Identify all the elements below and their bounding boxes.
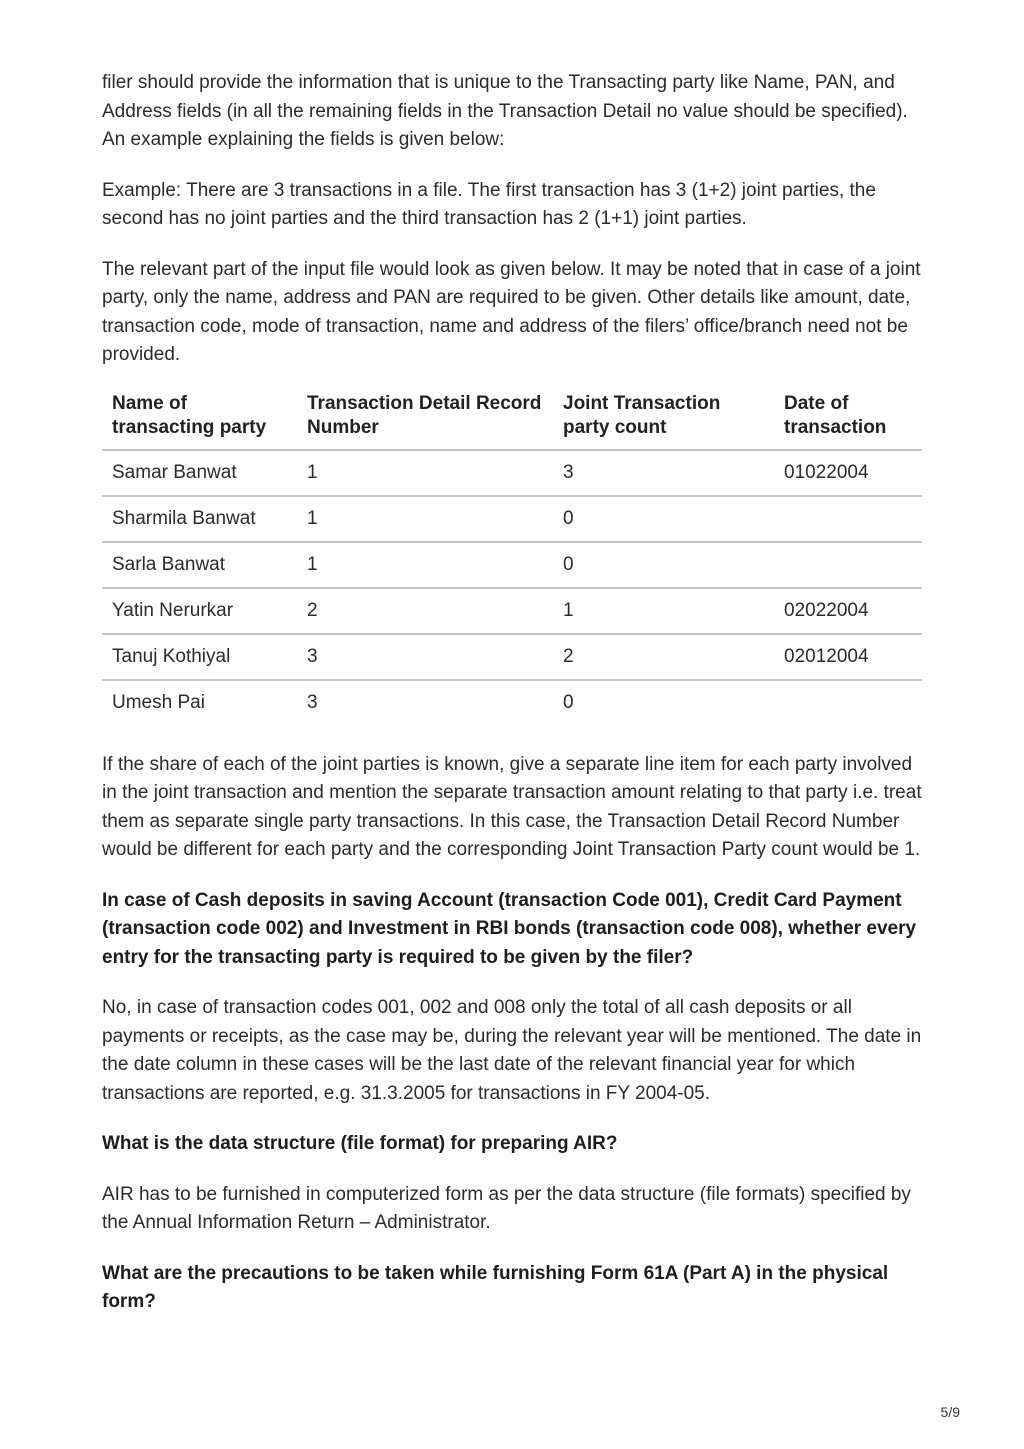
question-heading-data-structure: What is the data structure (file format) for preparing AIR? (102, 1133, 618, 1154)
paragraph-transacting-party-info: filer should provide the information that is unique to the Transacting party like Name, PAN, and Address fields (in all the remaining fields in the Transaction Detail no value should be specified). An example explaining the fields is given below: (102, 72, 908, 150)
question-heading-cash-deposits: In case of Cash deposits in saving Account (transaction Code 001), Credit Card Payment (transaction code 002) and Investment in RBI bonds (transaction code 008), whether every entry for the transacting party is required to be given by the filer? (102, 889, 917, 968)
paragraph-input-file: The relevant part of the input file would look as given below. It may be noted that in case of a joint party, only the name, address and PAN are required to be given. Other details like amount, date, transaction code, mode of transaction, name and address of the filers’ office/branch need not be provided. (102, 258, 921, 365)
cell-date: 01022004 (774, 450, 922, 496)
table-row (102, 680, 922, 725)
cell-record-number: 2 (297, 588, 553, 634)
table-row (102, 588, 922, 634)
cell-name: Yatin Nerurkar (102, 588, 297, 634)
cell-party-count: 1 (553, 588, 774, 634)
column-header-date: Date of transaction (774, 392, 922, 450)
table-row (102, 634, 922, 680)
paragraph-answer-cash-deposits: No, in case of transaction codes 001, 002 and 008 only the total of all cash deposits or all payments or receipts, as the case may be, during the relevant year will be mentioned. The date in the date column in these cases will be the last date of the relevant financial year for which transactions are reported, e.g. 31.3.2005 for transactions in FY 2004-05. (102, 997, 922, 1104)
document-page (102, 69, 922, 1339)
cell-date: 02022004 (774, 588, 922, 634)
cell-party-count: 3 (553, 450, 774, 496)
cell-record-number: 1 (297, 496, 553, 542)
table-row (102, 496, 922, 542)
cell-record-number: 3 (297, 634, 553, 680)
table-row (102, 542, 922, 588)
cell-date (774, 496, 922, 542)
cell-date: 02012004 (774, 634, 922, 680)
cell-record-number: 3 (307, 691, 318, 713)
cell-name: Umesh Pai (112, 691, 205, 713)
page-number: 5/9 (940, 1404, 960, 1420)
cell-name: Samar Banwat (102, 450, 297, 496)
cell-record-number: 1 (297, 542, 553, 588)
table-row (102, 450, 922, 496)
cell-record-number: 1 (297, 450, 553, 496)
cell-party-count: 2 (553, 634, 774, 680)
cell-date (774, 680, 922, 725)
column-header-record-number: Transaction Detail Record Number (297, 392, 553, 450)
cell-date (774, 542, 922, 588)
column-header-name: Name of transacting party (102, 392, 297, 450)
cell-party-count: 0 (553, 496, 774, 542)
cell-name: Sharmila Banwat (102, 496, 297, 542)
paragraph-example: Example: There are 3 transactions in a file. The first transaction has 3 (1+2) joint parties, the second has no joint parties and the third transaction has 2 (1+1) joint parties. (102, 179, 876, 229)
cell-name: Sarla Banwat (102, 542, 297, 588)
cell-party-count: 0 (553, 542, 774, 588)
paragraph-separate-line-items: If the share of each of the joint parties is known, give a separate line item for each party involved in the joint transaction and mention the separate transaction amount relating to that party i.e. treat them as separate single party transactions. In this case, the Transaction Detail Record Number would be different for each party and the corresponding Joint Transaction Party count would be 1. (102, 753, 922, 860)
cell-party-count: 0 (563, 691, 574, 713)
question-heading-precautions: What are the precautions to be taken while furnishing Form 61A (Part A) in the physical form? (102, 1262, 889, 1312)
cell-name: Tanuj Kothiyal (102, 634, 297, 680)
column-header-party-count: Joint Transaction party count (553, 392, 774, 450)
paragraph-answer-data-structure: AIR has to be furnished in computerized form as per the data structure (file formats) specified by the Annual Information Return – Administrator. (102, 1183, 911, 1233)
joint-transaction-table (102, 392, 922, 725)
table-header-row (102, 392, 922, 450)
